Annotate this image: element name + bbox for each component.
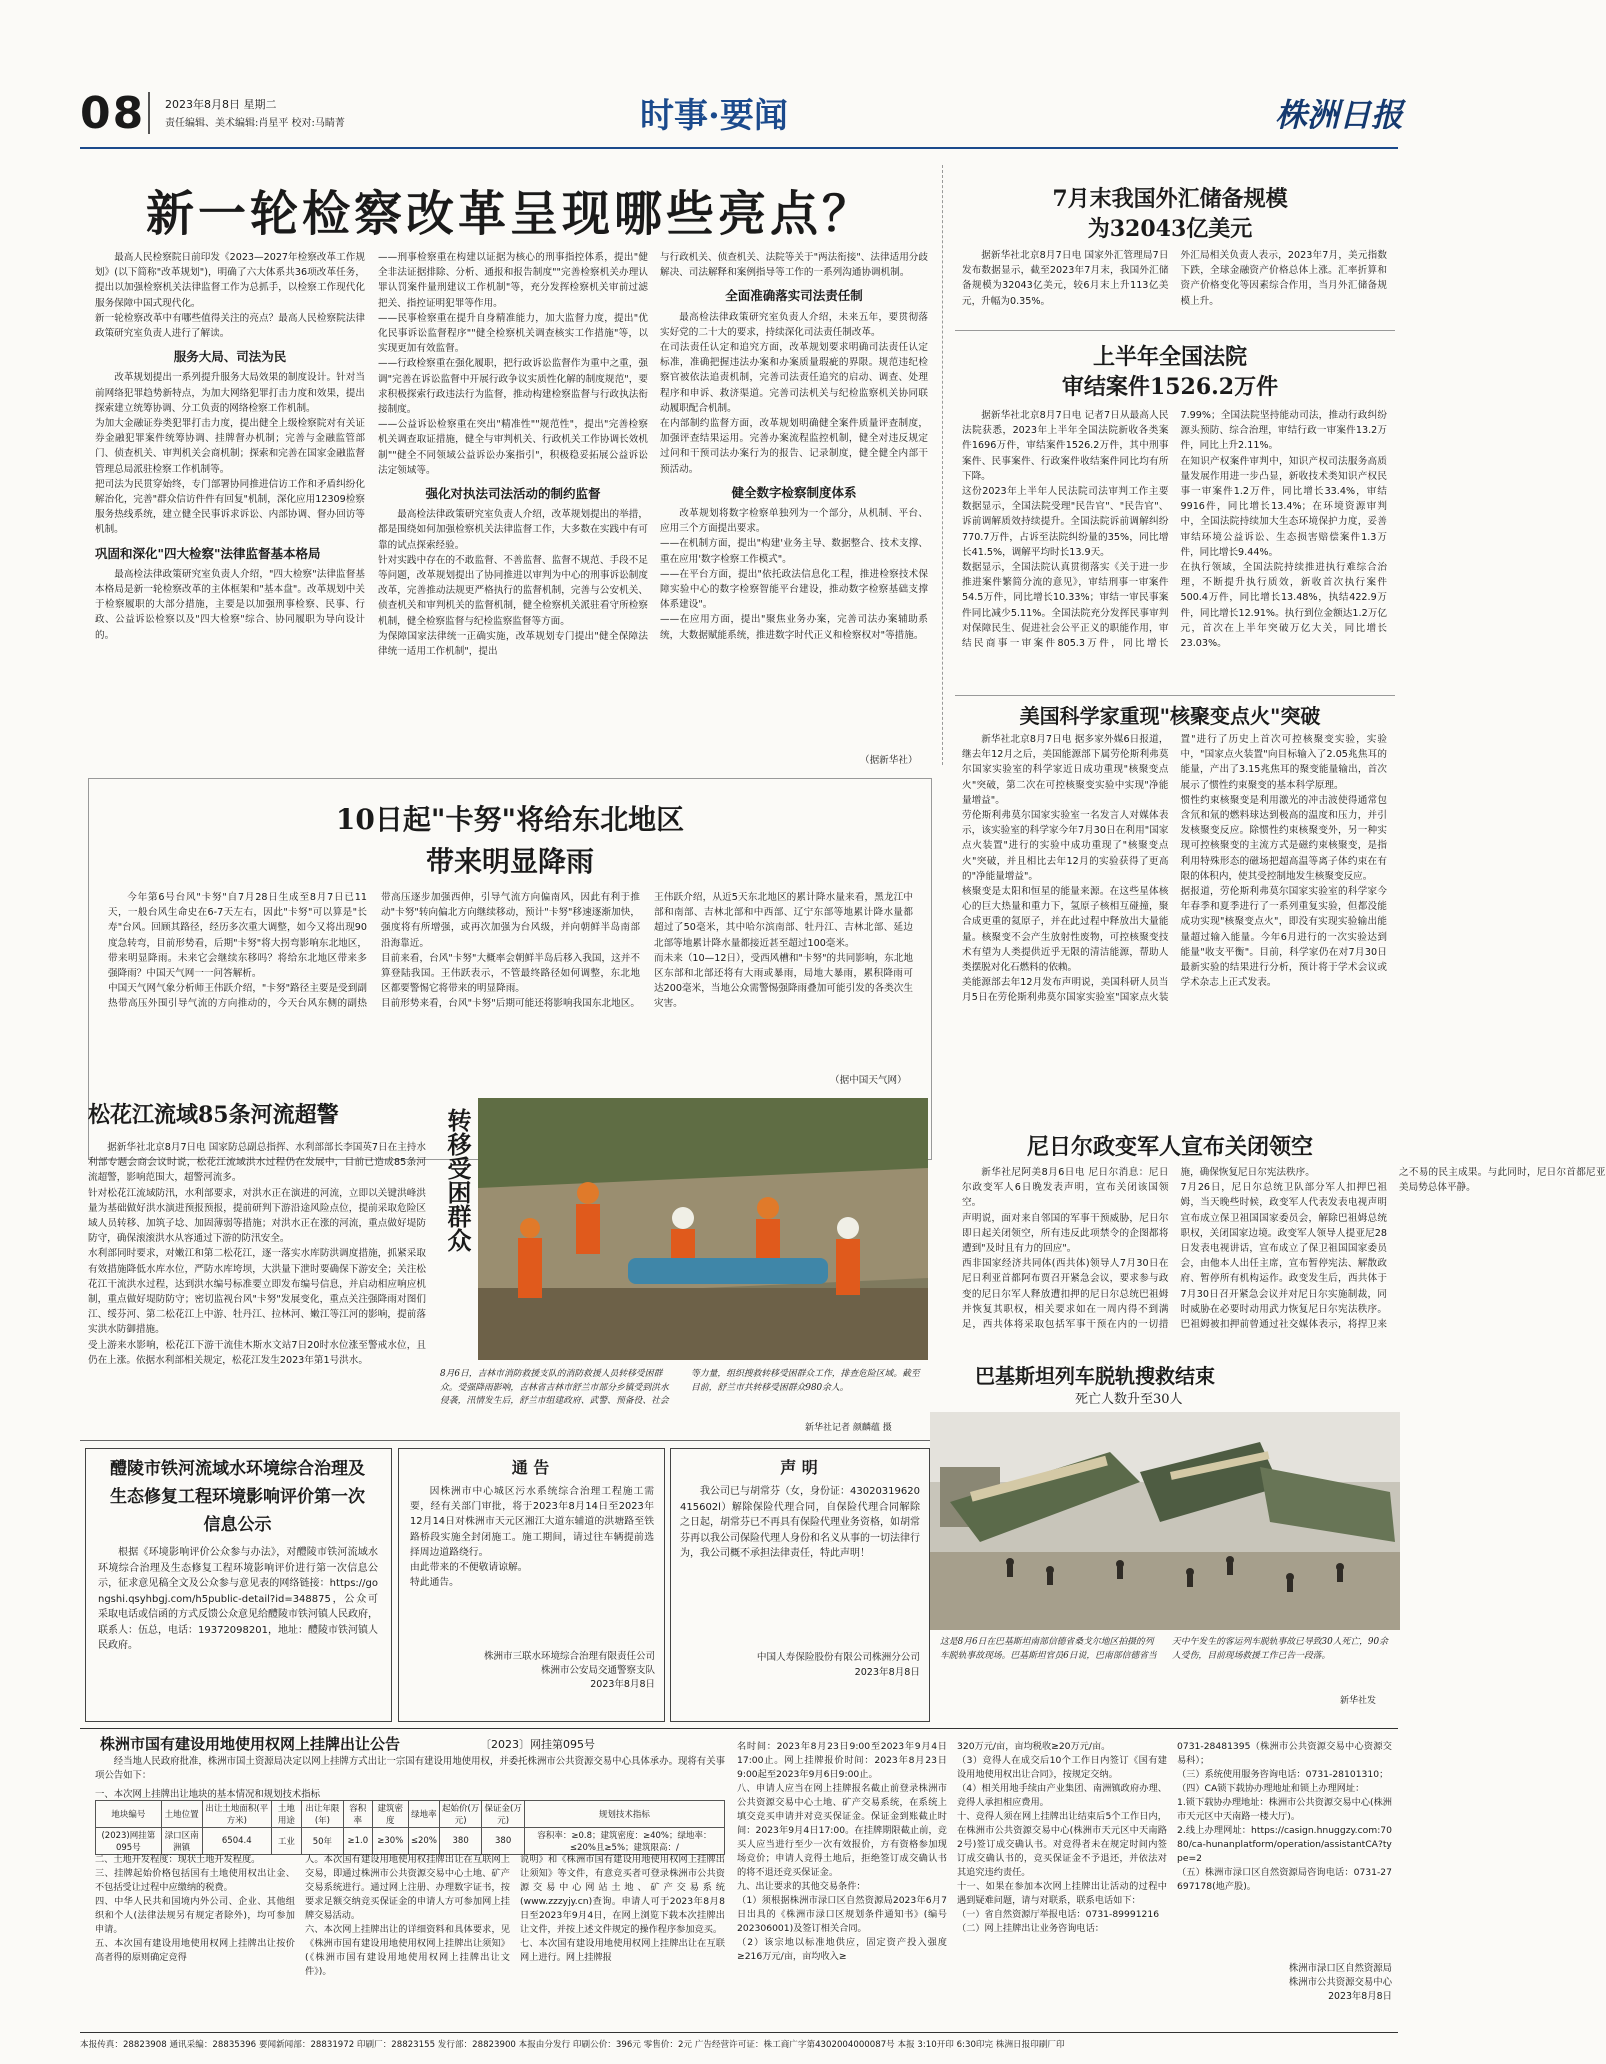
pakistan-headline: 巴基斯坦列车脱轨搜救结束 — [975, 1364, 1215, 1388]
train-photo-illustration — [930, 1412, 1400, 1630]
th-location: 土地位置 — [161, 1801, 202, 1828]
th-density: 建筑密度 — [372, 1801, 408, 1828]
td-term: 50年 — [301, 1828, 343, 1855]
section-title: 时事·要闻 — [640, 96, 788, 136]
main-subhead-5: 健全数字检察制度体系 — [731, 484, 857, 500]
main-col1c-text: 最高检法律政策研究室负责人介绍，"四大检察"法律监督基本格局是新一轮检察改革的主体框架和"基本盘"。改革规划中关于检察履职的大部分措施，主要是以加强刑事检察、民事、行政、公益诉讼检察以及"四大检察"综合、协同履职为导向设计的。 — [95, 568, 365, 641]
main-article-col1 — [95, 250, 365, 750]
niger-headline: 尼日尔政变军人宣布关闭领空 — [1026, 1134, 1313, 1160]
th-deposit: 保证金(万元) — [482, 1801, 524, 1828]
typhoon-headline-2: 带来明显降雨 — [425, 845, 594, 878]
declare-notice-body: 我公司已与胡常芬（女，身份证：43020319620415602l）解除保险代理合同，自保险代理合同解除之日起，胡常芬已不再具有保险代理业务资格，如胡常芬再以我公司保险代理人身份和名义从事的一切法律行为，我公司概不承担法律责任，特此声明！ — [680, 1486, 920, 1559]
th-term: 出让年限(年) — [301, 1801, 343, 1828]
court-headline-1: 上半年全国法院 — [1092, 344, 1247, 370]
land-col-d: 名时间：2023年8月23日9:00至2023年9月4日17:00止。网上挂牌报价时间：2023年8月23日9:00起至2023年9月6日9:00止。 八、申请人应当在网上挂牌报名截止前登录株洲市公共资源交易中心土地、矿产交易系统，在系统上填交竞买申请并对竞买保证金。保证金到账截止时间：2023年9月4日17:00。在挂牌期限截止前，竞买人应当进行至少一次有效报价，方有资格参加现场竞价；申请人竞得土地后，拒绝签订成交确认书的将不退还竞买保证金。 九、出让要求的其他交易条件： （1）须根据株洲市渌口区自然资源局2023年6月7日出具的《株洲市渌口区规划条件通知书》(编号202306001)及签订相关合同。 （2）该宗地以标准地供应，固定资产投入强度≥216万元/亩，亩均收入≥ — [737, 1741, 947, 1962]
land-notice-code: 〔2023〕网挂第095号 — [480, 1738, 595, 1751]
eia-notice-body: 根据《环境影响评价公众参与办法》，对醴陵市铁河流域水环境综合治理及生态修复工程环境影响评价进行第一次信息公示，征求意见稿全文及公众参与意见表的网络链接：https://gongshi.qsyhbgj.com/h5public-detail?id=348875，公众可采取电话或信函的方式反馈公众意见给醴陵市铁河镇人民政府，联系人：伍总，电话：19372098201，地址：醴陵市铁河镇人民政府。 — [98, 1547, 378, 1651]
main-col1-text: 最高人民检察院日前印发《2023—2027年检察改革工作规划》(以下简称"改革规划")，明确了六大体系共36项改革任务，提出以加强检察机关法律监督工作为总抓手，以检察工作现代化服务保障中国式现代化。 新一轮检察改革中有哪些值得关注的亮点？最高人民检察院法律政策研究室负责人进行了解读。 — [95, 252, 365, 340]
police-notice-sign: 株洲市三联水环境综合治理有限责任公司 株洲市公安局交通警察支队 2023年8月8日 — [483, 1651, 655, 1690]
land-notice-table — [95, 1800, 725, 1855]
td-far: ≥1.0 — [343, 1828, 372, 1855]
main-col3b-text: 最高检法律政策研究室负责人介绍，未来五年，要贯彻落实好党的二十大的要求，持续深化司法责任制改革。 在司法责任认定和追究方面，改革规划要求明确司法责任认定标准，准确把握违法办案和办案质量瑕疵的界限。规范违纪检察官被依法追责机制，完善司法责任追究的启动、调查、处理程序和申诉、救济渠道。完善司法机关与纪检监察机关协同联动履职配合机制。 在内部制约监督方面，改革规划明确健全案件质量评查制度，加强评查结果运用。完善办案流程监控机制，健全对违反规定过问和干预司法办案行为的报告、记录制度，健全健全内部干预活动。 — [660, 311, 928, 475]
songhua-headline: 松花江流域85条河流超警 — [88, 1102, 339, 1128]
main-col3c-text: 改革规划将数字检察单独列为一个部分，从机制、平台、应用三个方面提出要求。 ——在机制方面，提出"构建'业务主导、数据整合、技术支撑、重在应用'数字检察工作模式"。 ——在平台方面，提出"依托政法信息化工程，推进检察技术保障实验中心的数字检察智能平台建设，推动数字检察基础支撑体系建设"。 ——在应用方面，提出"聚焦业务办案，完善司法办案辅助系统，大数据赋能系统，推进数字时代正义和检察权对"等措施。 — [660, 508, 928, 641]
td-use: 工业 — [271, 1828, 301, 1855]
flood-relief-photo — [478, 1098, 928, 1360]
land-col-b: 人。本次国有建设用地使用权挂牌出让在互联网上交易，即通过株洲市公共资源交易中心土地、矿产交易系统进行。通过网上注册、办理数字证书，按要求足额交纳竞买保证金的申请人方可参加网上挂牌交易活动。 六、本次网上挂牌出让的详细资料和具体要求，见《株洲市国有建设用地使用权网上挂牌出让须知》(《株洲市国有建设用地使用权网上挂牌出让文件》)。 — [305, 1854, 510, 1977]
main-col3-text: 与行政机关、侦查机关、法院等关于"两法衔接"、法律适用分歧解决、司法解释和案例指导等工作的一系列沟通协调机制。 — [660, 252, 928, 279]
relief-photo-illustration — [478, 1098, 928, 1360]
pakistan-photo-caption: 这是8月6日在巴基斯坦南部信德省桑戈尔地区拍摄的列车脱轨事故现场。巴基斯坦官员6日说，巴南部信德省当天中午发生的客运列车脱轨事故已导致30人死亡，90余人受伤，目前现场救援工作已告一段落。 — [940, 1637, 1388, 1661]
main-col1b-text: 改革规划提出一系列提升服务大局效果的制度设计。针对当前网络犯罪趋势新特点，为加大网络犯罪打击力度和效果，提出探索建立统筹协调、分工负责的网络检察工作机制。 为加大金融证券类犯罪打击力度，提出健全上级检察院对有关证券金融犯罪案件统筹协调、挂牌督办机制；完善与金融监管部门、侦查机关、审判机关会商机制；探索和完善在国家金融监督管理总局派驻检察工作机制等。 把司法为民贯穿始终，专门部署协同推进信访工作和矛盾纠纷化解治化，完善"群众信访件件有回复"机制，深化应用12309检察服务热线系统，建立健全民事诉求诉讼、内部协调、督办回访等机制。 — [95, 372, 365, 536]
niger-text: 新华社尼阿美8月6日电 尼日尔消息：尼日尔政变军人6日晚发表声明，宣布关闭该国领空。 声明说，面对来自邻国的军事干预威胁，尼日尔即日起关闭领空，所有违反此项禁令的企图都将遭到"及时且有力的回应"。 西非国家经济共同体(西共体)领导人7月30日在尼日利亚首都阿布贾召开紧急会议，要求参与政变的尼日尔军人释放遭扣押的尼日尔总统巴祖姆并恢复其职权，相关要求如在一周内得不到满足，西共体将采取包括军事干预在内的一切措施，确保恢复尼日尔宪法秩序。 7月26日，尼日尔总统卫队部分军人扣押巴祖姆，当天晚些时候，政变军人代表发表电视声明宣布成立保卫祖国国家委员会，解除巴祖姆总统职权，关闭国家边境。政变军人领导人提亚尼28日发表电视讲话，宣布成立了保卫祖国国家委员会，由他本人出任主席，宣布暂停宪法、解散政府、暂停所有机构运作。政变发生后，西共体于7月30日召开紧急会议并对尼日尔实施制裁，同时威胁在必要时动用武力恢复尼日尔宪法秩序。巴祖姆被扣押前曾通过社交媒体表示，将捍卫来之不易的民主成果。与此同时，尼日尔首都尼亚美局势总体平静。 — [962, 1167, 1606, 1331]
td-density: ≥30% — [372, 1828, 408, 1855]
th-far: 容积率 — [343, 1801, 372, 1828]
main-article-col3 — [660, 250, 928, 750]
relief-vertical-title: 转移受困群众 — [443, 1108, 472, 1252]
eia-notice-title: 醴陵市铁河流域水环境综合治理及生态修复工程环境影响评价第一次信息公示 — [110, 1459, 365, 1535]
pakistan-subheadline: 死亡人数升至30人 — [1075, 1392, 1183, 1407]
forex-text: 据新华社北京8月7日电 国家外汇管理局7日发布数据显示，截至2023年7月末，我国外汇储备规模为32043亿美元，较6月末上升113亿美元，升幅为0.35%。 外汇局相关负责人表示，2023年7月，美元指数下跌，全球金融资产价格总体上涨。汇率折算和资产价格变化等因素综合作用，当月外汇储备规模上升。 — [962, 250, 1387, 307]
relief-photo-caption: 8月6日，吉林市消防救援支队的消防救援人员转移受困群众。受强降雨影响，吉林省吉林市舒兰市部分乡镇受到洪水侵袭，汛情发生后，舒兰市组建政府、武警、预备役、社会等力量，组织搜救转移受困群众工作，排查危险区域。截至目前，舒兰市共转移受困群众980余人。 — [440, 1369, 920, 1406]
td-green: ≤20% — [408, 1828, 439, 1855]
editors-line: 责任编辑、美术编辑:肖星平 校对:马睛菁 — [165, 118, 345, 129]
td-plot-no: (2023)网挂第095号 — [96, 1828, 162, 1855]
land-notice-item1: 一、本次网上挂牌出让地块的基本情况和规划技术指标 — [95, 1789, 321, 1800]
td-start-price: 380 — [439, 1828, 481, 1855]
th-area: 出让土地面积(平方米) — [202, 1801, 271, 1828]
declare-notice-sign: 中国人寿保险股份有限公司株洲分公司 2023年8月8日 — [756, 1652, 920, 1678]
typhoon-text: 今年第6号台风"卡努"自7月28日生成至8月7日已11天，一般台风生命史在6-7天左右，因此"卡努"可以算是"长寿"台风。回顾其路径，经历多次重大调整，如今又将出现90度急转弯，目前形势看，后期"卡努"将大拐弯影响东北地区，带来明显降雨。未来它会继续东移吗？将给东北地区带来多强降雨？中国天气网一一问答解析。 中国天气网气象分析师王伟跃介绍，"卡努"路径主要是受到副热带高压外围引导气流的方向推动的，今天台风东侧的副热带高压逐步加强西伸，引导气流方向偏南风，因此有利于推动"卡努"转向偏北方向继续移动，预计"卡努"移速逐渐加快，强度将有所增强，或再次加强为台风级，并向朝鲜半岛南部沿海靠近。 目前来看，台风"卡努"大概率会朝鲜半岛后移入我国，这并不算登陆我国。王伟跃表示，不管最终路径如何调整，东北地区都要警惕它将带来的明显降雨。 目前形势来看，台风"卡努"后期可能还将影响我国东北地区。王伟跃介绍，从近5天东北地区的累计降水量来看，黑龙江中部和南部、吉林北部和中西部、辽宁东部等地累计降水量都超过了50毫米，其中哈尔滨南部、牡丹江、吉林北部、延边北部等地累计降水量都接近甚至超过100毫米。 而未来（10—12日），受西风槽和"卡努"的共同影响，东北地区东部和北部还将有大雨或暴雨，局地大暴雨，累积降雨可达200毫米，当地公众需警惕强降雨叠加可能引发的各类次生灾害。 — [108, 892, 913, 1010]
land-col-c: 说明》和《株洲市国有建设用地使用权网上挂牌出让须知》等文件，有意竞买者可登录株洲市公共资源交易中心网站土地、矿产交易系统(www.zzzyjy.cn)查询。申请人可于2023年8月8日至2023年9月4日，在网上浏览下载本次挂牌出让文件，并按上述文件规定的操作程序参加竞买。 七、本次国有建设用地使用权网上挂牌出让在互联网上进行。网上挂牌报 — [520, 1854, 725, 1963]
court-text: 据新华社北京8月7日电 记者7日从最高人民法院获悉，2023年上半年全国法院新收各类案件1696万件，审结案件1526.2万件，其中刑事案件、民事案件、行政案件收结案件同比均有所下降。 这份2023年上半年人民法院司法审判工作主要数据显示，全国法院受理"民告官"、"民告官"、诉前调解质效持续提升。全国法院诉前调解纠纷770.7万件，占诉至法院纠纷量的35%，同比增长41.5%，调解平均时长13.9天。 数据显示，全国法院认真贯彻落实《关于进一步推进案件繁简分流的意见》，审结刑事一审案件54.5万件，同比增长10.33%；审结一审民事案件同比减少5.11%。全国法院充分发挥民事审判对保障民生、促进社会公平正义的职能作用，审结民商事一审案件805.3万件，同比增长7.99%；全国法院坚持能动司法，推动行政纠纷源头预防、综合治理，审结行政一审案件13.2万件，同比上升2.11%。 在知识产权案件审判中，知识产权司法服务高质量发展作用进一步凸显，新收技术类知识产权民事一审案件1.2万件，同比增长33.4%，审结9916件，同比增长13.4%；在环境资源审判中，全国法院持续加大生态环境保护力度，妥善审结环境公益诉讼、生态损害赔偿案件1.3万件，同比增长9.44%。 在执行领域，全国法院持续推进执行难综合治理，不断提升执行质效，新收首次执行案件500.4万件，同比增长13.48%，执结422.9万件，同比增长12.91%。执行到位金额达1.2万亿元，首次在上半年突破万亿大关，同比增长23.03%。 — [962, 410, 1387, 650]
court-headline-2: 审结案件1526.2万件 — [1061, 374, 1279, 400]
typhoon-headline-1: 10日起"卡努"将给东北地区 — [335, 803, 685, 836]
td-deposit: 380 — [482, 1828, 524, 1855]
forex-headline-2: 为32043亿美元 — [1087, 216, 1253, 242]
main-subhead-4: 全面准确落实司法责任制 — [725, 288, 863, 304]
main-source: （据新华社） — [860, 755, 918, 766]
td-area: 6504.4 — [202, 1828, 271, 1855]
nuclear-headline: 美国科学家重现"核聚变点火"突破 — [1019, 704, 1321, 728]
main-subhead-2: 巩固和深化"四大检察"法律监督基本格局 — [95, 545, 321, 561]
main-headline: 新一轮检察改革呈现哪些亮点？ — [145, 186, 874, 242]
land-col-f: 0731-28481395（株洲市公共资源交易中心资源交易科）； （三）系统使用服务咨询电话：0731-28101310； （四）CA锁下载协办理地址和锁上办理网址： 1.锁下载协办理地址：株洲市公共资源交易中心(株洲市天元区中天南路一楼大厅)。 2.线上办理网址：https://casign.hnuggzy.com:7080/ca-hunanplatform/operation/assistantCA?type=2 （五）株洲市渌口区自然资源局咨询电话：0731-27697178(地产股)。 — [1177, 1741, 1392, 1892]
td-location: 渌口区南洲镇 — [161, 1828, 202, 1855]
land-notice-sign: 株洲市渌口区自然资源局 株洲市公共资源交易中心 2023年8月8日 — [1288, 1963, 1392, 2002]
land-col-a: 二、土地开发程度：现状土地开发程度。 三、挂牌起始价格包括国有土地使用权出让金、不包括受让过程中应缴纳的税费。 四、中华人民共和国境内外公司、企业、其他组织和个人(法律法规另有规定者除外)，均可参加申请。 五、本次国有建设用地使用权网上挂牌出让按价高者得的原则确定竞得 — [95, 1854, 295, 1963]
songhua-text: 据新华社北京8月7日电 国家防总副总指挥、水利部部长李国英7日在主持水利部专题会商会议时说，松花江流域洪水过程仍在发展中，目前已造成85条河流超警，影响范围大，超警河流多。 针对松花江流域防汛，水利部要求，对洪水正在演进的河流，立即以关键洪峰洪量为基础做好洪水演进预报预报，提前研判下游沿途风险点位，提前采取危险区域人员转移、加筑子埝、加固薄弱等措施；对洪水正在涨的河流，重点做好堤防防守，确保滚滚洪水从容通过下游的防汛安全。 水利部同时要求，对嫩江和第二松花江，逐一落实水库防洪调度措施，抓紧采取有效措施降低水库水位，严防水库垮坝，大洪量下泄时要确保下游安全；关注松花江干流洪水过程，达到洪水编号标准要立即发布编号信息，并启动相应响应机制，重点做好堤防防守；密切监视台风"卡努"发展变化，重点关注强降雨对图们江、绥芬河、第二松花江上中游、牡丹江、拉林河、嫩江等江河的影响，提前落实洪水防御措施。 受上游来水影响，松花江下游干流佳木斯水文站7日20时水位涨至警戒水位，且仍在上涨。依据水利部相关规定，松花江发生2023年第1号洪水。 — [88, 1142, 426, 1366]
th-start-price: 起始价(万元) — [439, 1801, 481, 1828]
police-notice-title: 通 告 — [511, 1458, 550, 1477]
land-notice-intro: 经当地人民政府批准，株洲市国土资源局决定以网上挂牌方式出让一宗国有建设用地使用权，并委托株洲市公共资源交易中心具体承办。现将有关事项公告如下： — [95, 1756, 725, 1781]
main-subhead-1: 服务大局、司法为民 — [173, 349, 287, 365]
th-plot-no: 地块编号 — [96, 1801, 162, 1828]
police-notice-body: 因株洲市中心城区污水系统综合治理工程施工需要，经有关部门审批，将于2023年8月14日至2023年12月14日对株洲市天元区湘江大道东辅道的洪塘路至铁路桥段实施全封闭施工。施工期间，请过往车辆提前选择周边道路绕行。 由此带来的不便敬请谅解。 特此通告。 — [410, 1486, 654, 1589]
relief-photo-credit: 新华社记者 颜麟蕴 摄 — [805, 1423, 892, 1433]
th-planning: 规划技术指标 — [524, 1801, 724, 1828]
nuclear-text: 新华社北京8月7日电 据多家外媒6日报道，继去年12月之后，美国能源部下属劳伦斯利弗莫尔国家实验室的科学家近日成功重现"核聚变点火"突破，第二次在可控核聚变实验中实现"净能量增益"。 劳伦斯利弗莫尔国家实验室一名发言人对媒体表示，该实验室的科学家今年7月30日在利用"国家点火装置"进行的实验中成功重现了"核聚变点火"突破，并且相比去年12月的实验获得了更高的"净能量增益"。 核聚变是太阳和恒星的能量来源。在这些星体核心的巨大热量和重力下，氢原子核相互碰撞，聚合成更重的氦原子，并在此过程中释放出大量能量。核聚变不会产生放射性废物，可控核聚变技术有望为人类提供近乎无限的清洁能源，帮助人类摆脱对化石燃料的依赖。 美能源部去年12月发布声明说，美国科研人员当月5日在劳伦斯利弗莫尔国家实验室"国家点火装置"进行了历史上首次可控核聚变实验，实验中，"国家点火装置"向目标输入了2.05兆焦耳的能量，产出了3.15兆焦耳的聚变能量输出，首次展示了惯性约束聚变的基本科学原理。 惯性约束核聚变是利用激光的冲击波使得通常包含氘和氚的燃料球达到极高的温度和压力，并引发核聚变反应。除惯性约束核聚变外，另一种实现可控核聚变的主流方式是磁约束核聚变，是指利用特殊形态的磁场把超高温等离子体约束在有限的体积内，使其受控制地发生核聚变反应。 据报道，劳伦斯利弗莫尔国家实验室的科学家今年春季和夏季进行了一系列重复实验，但都没能成功实现"核聚变点火"，即没有实现实验输出能量超过输入能量。今年6月进行的一次实验达到能量"收支平衡"。目前，科学家仍在对7月30日最新实验的结果进行分析，预计将于学术会议或学术杂志上正式发表。 — [962, 734, 1387, 1004]
main-col2-text: ——刑事检察重在构建以证据为核心的刑事指控体系，提出"健全非法证据排除、分析、通报和报告制度""完善检察机关办理认罪认罚案件量刑建议工作机制"等，充分发挥检察机关审前过滤把关、指控证明犯罪等作用。 ——民事检察重在提升自身精准能力，加大监督力度，提出"优化民事诉讼监督程序""健全检察机关调查核实工作措施"等，以实现更加有效监督。 ——行政检察重在强化履职，把行政诉讼监督作为重中之重，强调"完善在诉讼监督中开展行政争议实质性化解的制度规范"，要求积极探索行政违法行为监督，推动构建检察监督与行政执法衔接制度。 ——公益诉讼检察重在突出"精准性""规范性"，提出"完善检察机关调查取证措施，健全与审判机关、行政机关工作协调长效机制""健全不同领域公益诉讼办案指引"，积极稳妥拓展公益诉讼法定领域等。 — [378, 252, 648, 476]
th-green: 绿地率 — [408, 1801, 439, 1828]
main-col2b-text: 最高检法律政策研究室负责人介绍，改革规划提出的举措，都是围绕如何加强检察机关法律监督工作，大多数在实践中有可靠的试点探索经验。 针对实践中存在的不敢监督、不善监督、监督不规范、手段不足等问题，改革规划提出了协同推进以审判为中心的刑事诉讼制度改革，完善推动法规更严格执行的监督机制，完善与公安机关、侦查机关和审判机关的监督机制，健全检察机关派驻看守所检察机制，健全检察监督与纪检监察监督等方面。 为保障国家法律统一正确实施，改革规划专门提出"健全保障法律统一适用工作机制"，提出 — [378, 509, 648, 658]
train-derailment-photo — [930, 1412, 1400, 1630]
land-notice-title: 株洲市国有建设用地使用权网上挂牌出让公告 — [100, 1735, 401, 1753]
main-article-col2 — [378, 250, 648, 750]
forex-headline-1: 7月末我国外汇储备规模 — [1052, 186, 1288, 212]
issue-date: 2023年8月8日 星期二 — [165, 98, 277, 111]
page-number: 08 — [80, 88, 146, 139]
masthead-logo: 株洲日报 — [1275, 96, 1404, 134]
main-subhead-3: 强化对执法司法活动的制约监督 — [425, 486, 601, 502]
typhoon-source: （据中国天气网） — [830, 1075, 907, 1086]
td-planning: 容积率：≥0.8；建筑密度：≥40%；绿地率：≤20%且≥5%；建筑限高：/ — [524, 1828, 724, 1855]
land-col-e: 320万元/亩，亩均税收≥20万元/亩。 （3）竞得人在成交后10个工作日内签订《国有建设用地使用权出让合同》，按规定交纳。 （4）相关用地手续由产业集团、南洲镇政府办理、竞得人承担相应费用。 十、竞得人须在网上挂牌出让结束后5个工作日内，在株洲市公共资源交易中心(株洲市天元区中天南路2号)签订成交确认书。对竞得者未在规定时间内签订成交确认书的，竞买保证金不予退还，并依法对其追究违约责任。 十一、如果在参加本次网上挂牌出让活动的过程中遇到疑难问题，请与对联系，联系电话如下： （一）省自然资源厅举报电话：0731-89991216 （二）网上挂牌出让业务咨询电话： — [957, 1741, 1167, 1934]
footer-info: 本报传真：28823908 通讯采编：28835396 要闻新闻部：28831972 印刷厂：28823155 发行部：28823900 本报由分发行 印刷公价：396元 零售价：2元 广告经营许可证：株工商广字第4302004000087号 本报 3:10开印 6:30印完 株洲日报印刷厂印 — [80, 2040, 1065, 2050]
declare-notice-title: 声 明 — [780, 1458, 818, 1477]
th-use: 土地用途 — [271, 1801, 301, 1828]
pakistan-photo-credit: 新华社发 — [1340, 1696, 1377, 1706]
